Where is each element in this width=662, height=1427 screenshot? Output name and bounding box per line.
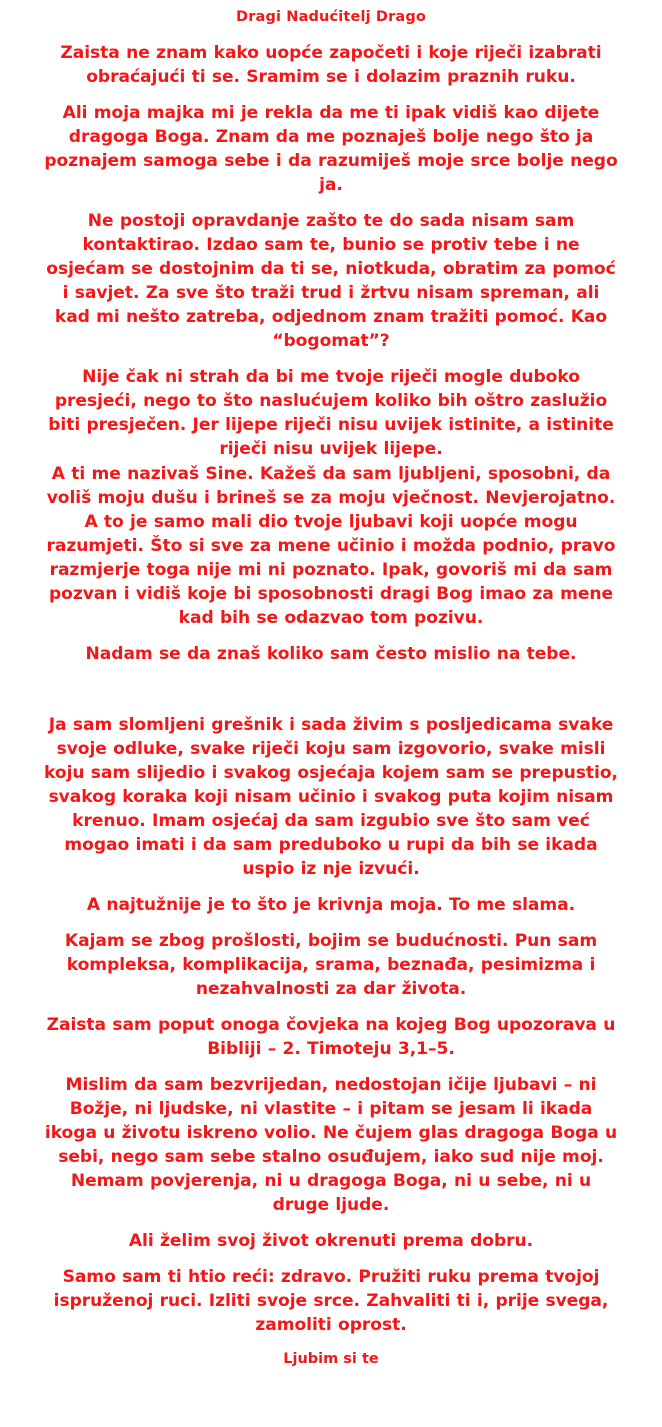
- paragraph: A ti me nazivaš Sine. Kažeš da sam ljubljeni, sposobni, da voliš moju dušu i brineš se za moju vječnost. Nevjerojatno. A to je samo mali dio tvoje ljubavi koji uopće mogu razumjeti. Što si sve za mene učinio i možda podnio, pravo razmjerje toga nije mi ni poznato. Ipak, govoriš mi da sam pozvan i vidiš koje bi sposobnosti dragi Bog imao za mene kad bih se odazvao tom pozivu.: [46, 463, 616, 628]
- paragraph: Samo sam ti htio reći: zdravo. Pružiti ruku prema tvojoj ispruženoj ruci. Izliti svoje srce. Zahvaliti ti i, prije svega, zamoliti oprost.: [53, 1267, 609, 1336]
- paragraph: A najtužnije je to što je krivnja moja. To me slama.: [86, 895, 576, 916]
- letter-body: [44, 0, 618, 1427]
- paragraph: Ali moja majka mi je rekla da me ti ipak vidiš kao dijete dragoga Boga. Znam da me poznaješ bolje nego što ja poznajem samoga sebe i da razumiješ moje srce bolje nego ja.: [44, 102, 618, 195]
- paragraph: Nadam se da znaš koliko sam često mislio na tebe.: [85, 643, 577, 664]
- paragraph: Mislim da sam bezvrijedan, nedostojan ičije ljubavi – ni Božje, ni ljudske, ni vlastite – i pitam se jesam li ikada ikoga u životu iskreno volio. Ne čujem glas dragoga Boga u sebi, nego sam sebe stalno osuđujem, iako sud nije moj. Nemam povjerenja, ni u dragoga Boga, ni u sebe, ni u druge ljude.: [44, 1075, 618, 1216]
- spacer: [44, 353, 618, 365]
- paragraph: Zaista ne znam kako uopće započeti i koje riječi izabrati obraćajući ti se. Sramim se i dolazim praznih ruku.: [60, 42, 602, 87]
- spacer: [44, 630, 618, 642]
- spacer: [44, 1061, 618, 1073]
- spacer: [44, 197, 618, 209]
- spacer: [44, 917, 618, 929]
- paragraph: Kajam se zbog prošlosti, bojim se budućnosti. Pun sam kompleksa, komplikacija, srama, beznađa, pesimizma i nezahvalnosti za dar života.: [64, 931, 598, 1000]
- letter-title: Dragi Nadućitelj Drago: [236, 9, 426, 25]
- paragraph: Ali želim svoj život okrenuti prema dobru.: [128, 1231, 534, 1252]
- paragraph: Ja sam slomljeni grešnik i sada živim s posljedicama svake svoje odluke, svake riječi koju sam izgovorio, svake misli koju sam slijedio i svakog osjećaja kojem sam se prepustio, svakog koraka koji nisam učinio i svakog puta kojim nisam krenuo. Imam osjećaj da sam izgubio sve što sam već mogao imati i da sam preduboko u rupi da bih se ikada uspio iz nje izvući.: [44, 714, 618, 880]
- paragraph: Nije čak ni strah da bi me tvoje riječi mogle duboko presjeći, nego to što naslućujem koliko bih oštro zaslužio biti presječen. Jer lijepe riječi nisu uvijek istinite, a istinite riječi nisu uvijek lijepe.: [48, 366, 614, 459]
- spacer: [44, 1001, 618, 1013]
- letter-closing: Ljubim si te: [283, 1351, 379, 1368]
- spacer: [44, 89, 618, 101]
- paragraph: Zaista sam poput onoga čovjeka na kojeg Bog upozorava u Bibliji – 2. Timoteju 3,1–5.: [46, 1015, 616, 1060]
- paragraph: Ne postoji opravdanje zašto te do sada nisam sam kontaktirao. Izdao sam te, bunio se protiv tebe i ne osjećam se dostojnim da ti se, niotkuda, obratim za pomoć i savjet. Za sve što traži trud i žrtvu nisam spreman, ali kad mi nešto zatreba, odjednom znam tražiti pomoć. Kao “bogomat”?: [46, 210, 616, 351]
- section-spacer: [44, 666, 618, 713]
- spacer: [44, 1217, 618, 1229]
- spacer: [44, 1369, 618, 1427]
- spacer: [44, 27, 618, 41]
- spacer: [44, 881, 618, 893]
- spacer: [44, 1337, 618, 1350]
- spacer: [44, 1253, 618, 1265]
